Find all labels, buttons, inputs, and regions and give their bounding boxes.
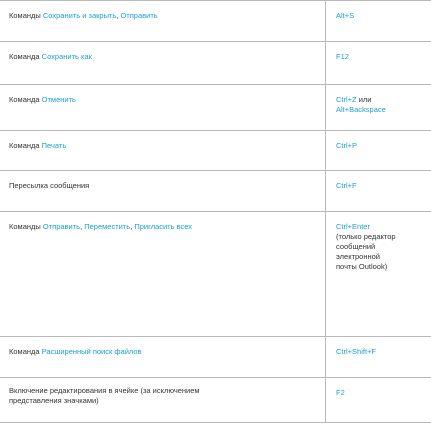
action-prefix: Команды xyxy=(9,11,41,20)
shortcut-note: (только редактор xyxy=(336,232,396,241)
action-cell xyxy=(0,337,326,377)
command-link-send[interactable]: Отправить xyxy=(42,222,81,231)
command-link-invite-all[interactable]: Пригласить всех xyxy=(134,222,193,231)
table-row xyxy=(0,212,431,337)
table-row xyxy=(0,42,431,85)
table-row xyxy=(0,0,431,42)
action-cell xyxy=(0,131,326,170)
shortcut-key: Ctrl+F xyxy=(336,181,357,190)
action-prefix: Команда xyxy=(9,141,40,150)
shortcut-key: Alt+S xyxy=(336,11,355,20)
shortcut-note: электронной xyxy=(336,252,380,261)
command-link-undo[interactable]: Отменить xyxy=(41,95,76,104)
shortcut-cell xyxy=(326,42,431,84)
shortcut-key: Ctrl+P xyxy=(336,141,358,150)
action-text: представления значками) xyxy=(9,396,99,405)
separator: , xyxy=(116,11,121,20)
shortcut-key: Ctrl+Shift+F xyxy=(336,347,377,356)
shortcut-note: сообщений xyxy=(336,242,376,251)
shortcut-cell xyxy=(326,337,431,377)
command-link-advanced-file-search[interactable]: Расширенный поиск файлов xyxy=(41,347,142,356)
shortcut-key: Ctrl+Enter xyxy=(336,222,370,231)
shortcut-key: Ctrl+Z xyxy=(336,95,357,104)
shortcut-key: Alt+Backspace xyxy=(336,105,386,114)
shortcut-note: почты Outlook) xyxy=(336,262,388,271)
action-text: Пересылка сообщения xyxy=(9,181,90,190)
shortcut-cell xyxy=(326,212,431,336)
shortcut-cell xyxy=(326,85,431,130)
separator: , xyxy=(80,222,85,231)
action-cell xyxy=(0,1,326,41)
command-link-print[interactable]: Печать xyxy=(41,141,67,150)
command-link-save-as[interactable]: Сохранить как xyxy=(41,52,92,61)
action-prefix: Команда xyxy=(9,52,40,61)
shortcut-cell xyxy=(326,1,431,41)
command-link-send[interactable]: Отправить xyxy=(120,11,158,20)
command-link-save-close[interactable]: Сохранить и закрыть xyxy=(42,11,117,20)
shortcut-note: или xyxy=(356,95,372,104)
table-row xyxy=(0,131,431,171)
action-cell xyxy=(0,85,326,130)
action-text: Включение редактирования в ячейке (за исключением xyxy=(9,386,200,395)
action-cell xyxy=(0,378,326,422)
table-row xyxy=(0,337,431,378)
command-link-move[interactable]: Переместить xyxy=(84,222,131,231)
action-prefix: Команды xyxy=(9,222,41,231)
action-cell xyxy=(0,171,326,211)
table-row xyxy=(0,378,431,423)
shortcut-key: F12 xyxy=(336,52,349,61)
shortcut-cell xyxy=(326,171,431,211)
table-row xyxy=(0,85,431,131)
shortcut-cell xyxy=(326,131,431,170)
action-cell xyxy=(0,212,326,336)
shortcut-key: F2 xyxy=(336,388,345,397)
action-cell xyxy=(0,42,326,84)
table-row xyxy=(0,171,431,212)
action-prefix: Команда xyxy=(9,95,40,104)
separator: , xyxy=(130,222,135,231)
shortcut-cell xyxy=(326,378,431,422)
action-prefix: Команда xyxy=(9,347,40,356)
